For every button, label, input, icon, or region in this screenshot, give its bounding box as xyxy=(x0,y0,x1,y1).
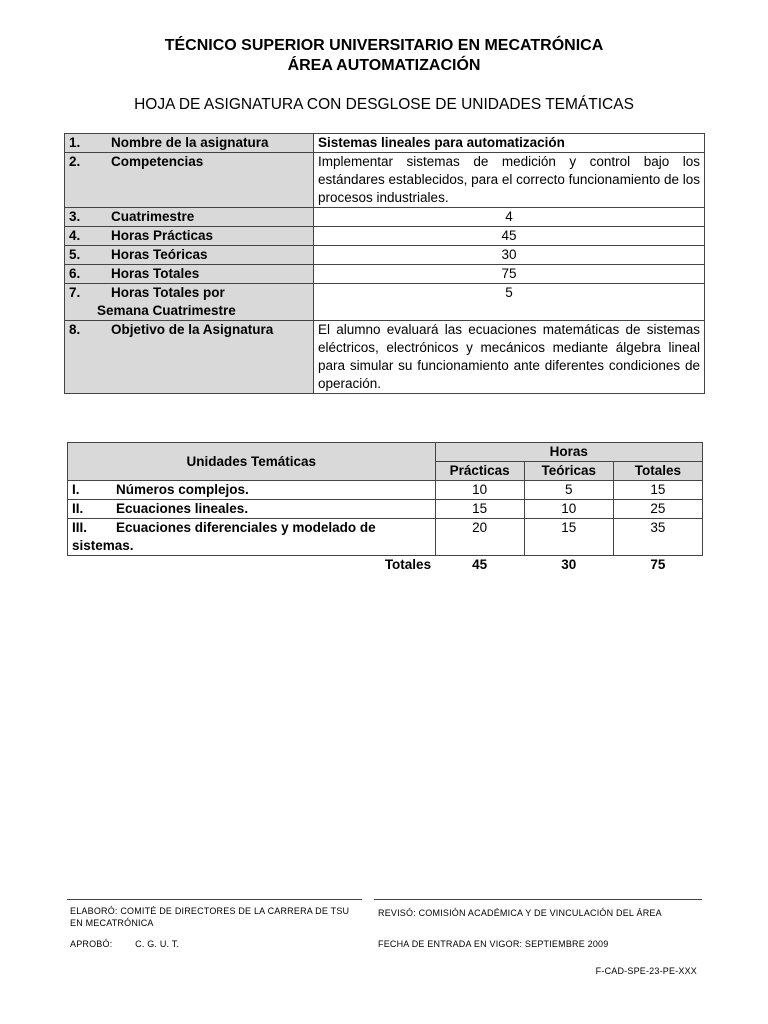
footer-document-code: F-CAD-SPE-23-PE-XXX xyxy=(595,966,697,976)
info-row xyxy=(65,321,705,394)
info-row-label: Competencias xyxy=(111,154,204,169)
totales-column-header: Totales xyxy=(613,462,702,481)
info-row-value: Sistemas lineales para automatización xyxy=(314,134,705,153)
info-row xyxy=(65,246,705,265)
info-row xyxy=(65,284,705,321)
units-column-header: Unidades Temáticas xyxy=(68,443,436,481)
info-row-number: 5. xyxy=(69,247,81,262)
info-row-value: El alumno evaluará las ecuaciones matemáticas de sistemas eléctricos, electrónicos y mecánicos mediante álgebra lineal para simular su funcionamiento ante diferentes condiciones de operación. xyxy=(314,321,705,394)
info-row-number: 2. xyxy=(69,154,81,169)
unit-name: Ecuaciones lineales. xyxy=(116,501,249,516)
info-row-value: 4 xyxy=(314,208,705,227)
info-row-number: 4. xyxy=(69,228,81,243)
info-row-label: Objetivo de la Asignatura xyxy=(111,322,274,337)
info-row-value: 30 xyxy=(314,246,705,265)
units-header-row xyxy=(68,443,703,462)
unit-totales: 35 xyxy=(613,519,702,556)
unit-teoricas: 15 xyxy=(524,519,613,556)
unit-number: III. xyxy=(72,520,88,535)
info-row-value: 75 xyxy=(314,265,705,284)
info-row-value: 5 xyxy=(314,284,705,321)
unit-name: Ecuaciones diferenciales y modelado de sistemas. xyxy=(72,520,376,553)
unit-name: Números complejos. xyxy=(116,482,249,497)
unit-number: I. xyxy=(72,482,80,497)
footer-divider-right xyxy=(374,899,702,900)
title-line-1: TÉCNICO SUPERIOR UNIVERSITARIO EN MECATRÓNICA xyxy=(164,37,604,54)
info-row-label: Horas Prácticas xyxy=(111,228,214,243)
unit-totales: 25 xyxy=(613,500,702,519)
unit-practicas: 20 xyxy=(435,519,524,556)
document-subtitle: HOJA DE ASIGNATURA CON DESGLOSE DE UNIDADES TEMÁTICAS xyxy=(134,96,634,113)
info-row-label: Horas Totales xyxy=(111,266,200,281)
info-row xyxy=(65,265,705,284)
unit-teoricas: 5 xyxy=(524,481,613,500)
unit-totales: 15 xyxy=(613,481,702,500)
unit-row xyxy=(68,519,703,556)
hours-column-header: Horas xyxy=(435,443,702,462)
info-row xyxy=(65,153,705,208)
practicas-column-header: Prácticas xyxy=(435,462,524,481)
totals-label: Totales xyxy=(384,557,432,572)
footer-aprobo-value: C. G. U. T. xyxy=(135,939,180,949)
unit-row xyxy=(68,481,703,500)
info-row-label: Nombre de la asignatura xyxy=(111,135,269,150)
info-row-value: Implementar sistemas de medición y control bajo los estándares establecidos, para el correcto funcionamiento de los procesos industriales. xyxy=(314,153,705,208)
unit-teoricas: 10 xyxy=(524,500,613,519)
info-row-value: 45 xyxy=(314,227,705,246)
footer-reviso: REVISÓ: COMISIÓN ACADÉMICA Y DE VINCULACIÓN DEL ÁREA xyxy=(378,908,662,918)
info-row-label: Horas Totales por xyxy=(111,285,225,300)
unit-practicas: 10 xyxy=(435,481,524,500)
subject-info-table xyxy=(64,133,705,394)
teoricas-column-header: Teóricas xyxy=(524,462,613,481)
info-row-number: 7. xyxy=(69,285,81,300)
footer-fecha-vigor: FECHA DE ENTRADA EN VIGOR: SEPTIEMBRE 2009 xyxy=(378,939,609,949)
unit-number: II. xyxy=(72,501,84,516)
info-row-label: Horas Teóricas xyxy=(111,247,208,262)
info-row-number: 6. xyxy=(69,266,81,281)
info-row-number: 3. xyxy=(69,209,81,224)
footer-aprobo xyxy=(70,939,179,949)
info-row-number: 8. xyxy=(69,322,81,337)
info-row-label: Cuatrimestre xyxy=(111,209,195,224)
footer-aprobo-label: APROBÓ: xyxy=(70,939,113,949)
info-row xyxy=(65,208,705,227)
title-line-2: ÁREA AUTOMATIZACIÓN xyxy=(287,57,481,74)
info-row-label-continued: Semana Cuatrimestre xyxy=(97,303,236,318)
totals-row xyxy=(68,556,703,575)
document-title xyxy=(0,36,768,76)
footer-divider-left xyxy=(67,899,362,900)
totals-practicas: 45 xyxy=(472,557,488,572)
info-row xyxy=(65,134,705,153)
totals-teoricas: 30 xyxy=(561,557,577,572)
thematic-units-table xyxy=(67,442,703,574)
info-row-number: 1. xyxy=(69,135,81,150)
unit-practicas: 15 xyxy=(435,500,524,519)
unit-row xyxy=(68,500,703,519)
footer-elaboro: ELABORÓ: COMITÉ DE DIRECTORES DE LA CARRERA DE TSU EN MECATRÓNICA xyxy=(70,906,350,928)
totals-totales: 75 xyxy=(650,557,666,572)
info-row xyxy=(65,227,705,246)
